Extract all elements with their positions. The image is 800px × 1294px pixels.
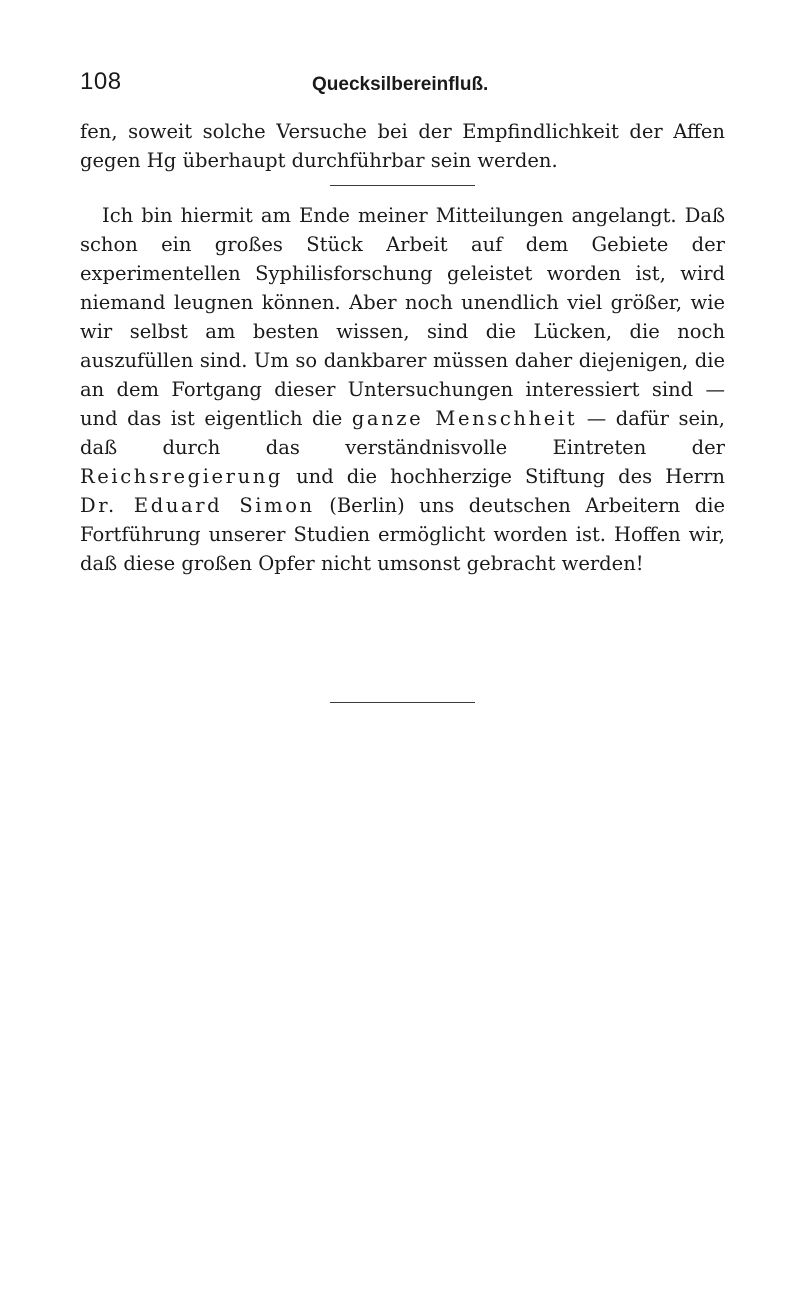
- paragraph-text-1: Ich bin hiermit am Ende meiner Mitteilungen angelangt. Daß schon ein großes Stück Arbeit auf dem Gebiete der experimentellen Syphilisforschung geleistet worden ist, wird niemand leugnen können. Aber noch unendlich viel größer, wie wir selbst am besten wissen, sind die Lücken, die noch auszufüllen sind. Um so dankbarer müssen daher diejenigen, die an dem Fortgang dieser Untersuchungen interessiert sind — und das ist eigentlich die: [80, 204, 725, 430]
- emphasis-government: Reichsregierung: [80, 465, 283, 488]
- page-number: 108: [80, 68, 122, 95]
- paragraph-text-2: — dafür sein, daß durch das verständnisvolle Eintreten der: [80, 407, 725, 459]
- paragraph-text-3: und die hochherzige Stiftung des Herrn: [296, 465, 725, 488]
- emphasis-donor-name: Dr. Eduard Simon: [80, 494, 315, 517]
- emphasis-humanity: ganze Menschheit: [351, 407, 578, 430]
- running-title: Quecksilbereinfluß.: [312, 74, 489, 95]
- closing-paragraph: [80, 201, 725, 578]
- continuation-paragraph: fen, soweit solche Versuche bei der Empfindlichkeit der Affen gegen Hg überhaupt durchführbar sein werden.: [80, 120, 725, 172]
- paragraph-text-4: (Berlin) uns deutschen Arbeitern die Fortführung unserer Studien ermöglicht worden ist. Hoffen wir, daß diese großen Opfer nicht umsonst gebracht werden!: [80, 494, 725, 575]
- section-divider-bottom: [330, 702, 475, 703]
- section-divider-top: [330, 185, 475, 186]
